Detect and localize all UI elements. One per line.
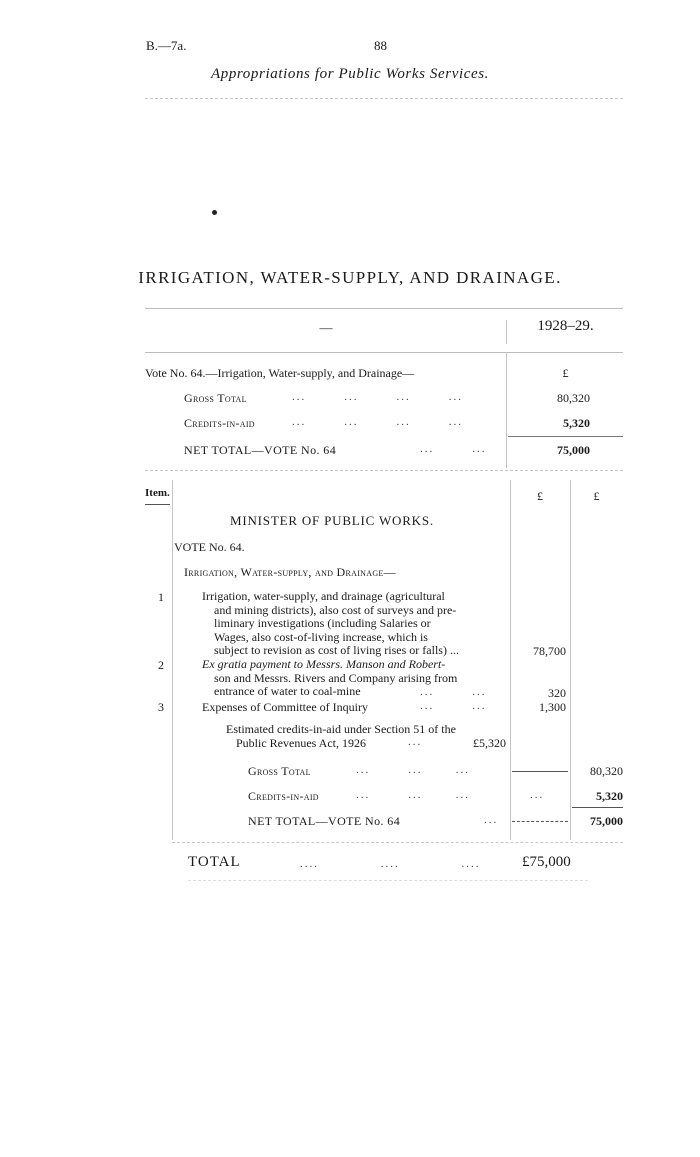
net-total-rule: [512, 821, 568, 822]
credits-note-line-1: Estimated credits-in-aid under Section 51 of the: [226, 722, 456, 736]
summary-net-label: NET TOTAL—VOTE No. 64: [184, 443, 337, 457]
item-line: and mining districts), also cost of surveys and pre-: [214, 602, 457, 617]
leader-dots: ... ...: [420, 700, 487, 712]
item-column-divider: [172, 480, 173, 840]
item-line: Irrigation, water-supply, and drainage (agricultural: [202, 589, 445, 603]
leader-dots: ... ... ... ...: [292, 391, 463, 403]
summary-top-rule: [145, 308, 623, 309]
item-line: liminary investigations (including Salaries or: [214, 616, 431, 631]
leader-dots: ... ... ...: [356, 789, 470, 801]
leader-dots: ...: [408, 736, 423, 748]
item-description: Expenses of Committee of Inquiry: [202, 700, 368, 714]
section-title: IRRIGATION, WATER-SUPPLY, AND DRAINAGE.: [138, 268, 562, 287]
summary-net-value: 75,000: [557, 443, 590, 457]
grand-total-label: TOTAL: [188, 854, 241, 870]
summary-credits-label: Credits-in-aid: [184, 416, 255, 430]
detail-credits-value: 5,320: [596, 789, 623, 803]
summary-left-header: —: [319, 320, 333, 335]
ministry-heading: MINISTER OF PUBLIC WORKS.: [230, 513, 434, 528]
credits-note-amount: £5,320: [473, 736, 506, 750]
item-amount: 78,700: [533, 644, 566, 658]
document-ref: B.—7a.: [146, 38, 187, 53]
detail-credits-label: Credits-in-aid: [248, 789, 319, 803]
summary-gross-value: 80,320: [557, 391, 590, 405]
item-line: subject to revision as cost of living rises or falls) ...: [214, 643, 459, 658]
leader-dots: ...: [484, 814, 499, 826]
detail-gross-value: 80,320: [590, 764, 623, 778]
detail-net-label: NET TOTAL—VOTE No. 64: [248, 814, 401, 828]
item-line: Ex gratia payment to Messrs. Manson and Robert-: [202, 657, 446, 671]
detail-currency-1: £: [537, 489, 543, 503]
summary-header-divider: [506, 320, 507, 344]
amount-column-divider: [510, 480, 511, 840]
grand-total-rule: [188, 880, 588, 881]
summary-year-header: 1928–29.: [537, 318, 594, 334]
subhead: Irrigation, Water-supply, and Drainage—: [184, 565, 396, 579]
summary-subtotal-rule: [508, 436, 623, 437]
summary-vote-line: Vote No. 64.—Irrigation, Water-supply, and Drainage—: [145, 366, 415, 380]
item-number: 2: [158, 658, 164, 672]
running-title: Appropriations for Public Works Services.: [210, 66, 490, 82]
leader-dots: .... .... ....: [300, 858, 481, 870]
item-line: son and Messrs. Rivers and Company arising from: [214, 670, 458, 685]
detail-currency-2: £: [593, 489, 600, 503]
item-number: 1: [158, 590, 164, 604]
vote-heading: VOTE No. 64.: [174, 540, 245, 554]
stray-dot: [212, 210, 217, 215]
item-number: 3: [158, 700, 164, 714]
leader-dots: ...: [530, 789, 545, 801]
item-column-header: Item.: [145, 487, 170, 499]
summary-currency: £: [562, 366, 569, 380]
item-amount: 320: [548, 686, 566, 700]
item-header-underline: [145, 504, 170, 505]
total-column-divider: [570, 480, 571, 840]
item-line: entrance of water to coal-mine: [214, 684, 361, 699]
summary-gross-label: Gross Total: [184, 391, 247, 405]
summary-bottom-rule: [145, 470, 623, 471]
credits-note-line-2: Public Revenues Act, 1926: [236, 736, 366, 750]
item-line: Wages, also cost-of-living increase, which is: [214, 629, 428, 644]
page-number: 88: [374, 38, 387, 53]
summary-header-rule: [145, 352, 623, 353]
summary-credits-value: 5,320: [563, 416, 590, 430]
leader-dots: ... ... ... ...: [292, 416, 463, 428]
detail-net-value: 75,000: [590, 814, 623, 828]
gross-total-rule: [512, 771, 568, 772]
detail-subtotal-rule: [572, 807, 623, 808]
leader-dots: ... ...: [420, 686, 487, 698]
leader-dots: ... ... ...: [356, 764, 470, 776]
header-rule: [145, 98, 623, 99]
item-amount: 1,300: [539, 700, 566, 714]
leader-dots: ... ...: [420, 443, 487, 455]
grand-total-value: £75,000: [522, 854, 571, 870]
detail-bottom-rule: [172, 842, 623, 843]
summary-body-divider: [506, 352, 507, 468]
detail-gross-label: Gross Total: [248, 764, 311, 778]
item-description: [202, 590, 510, 658]
